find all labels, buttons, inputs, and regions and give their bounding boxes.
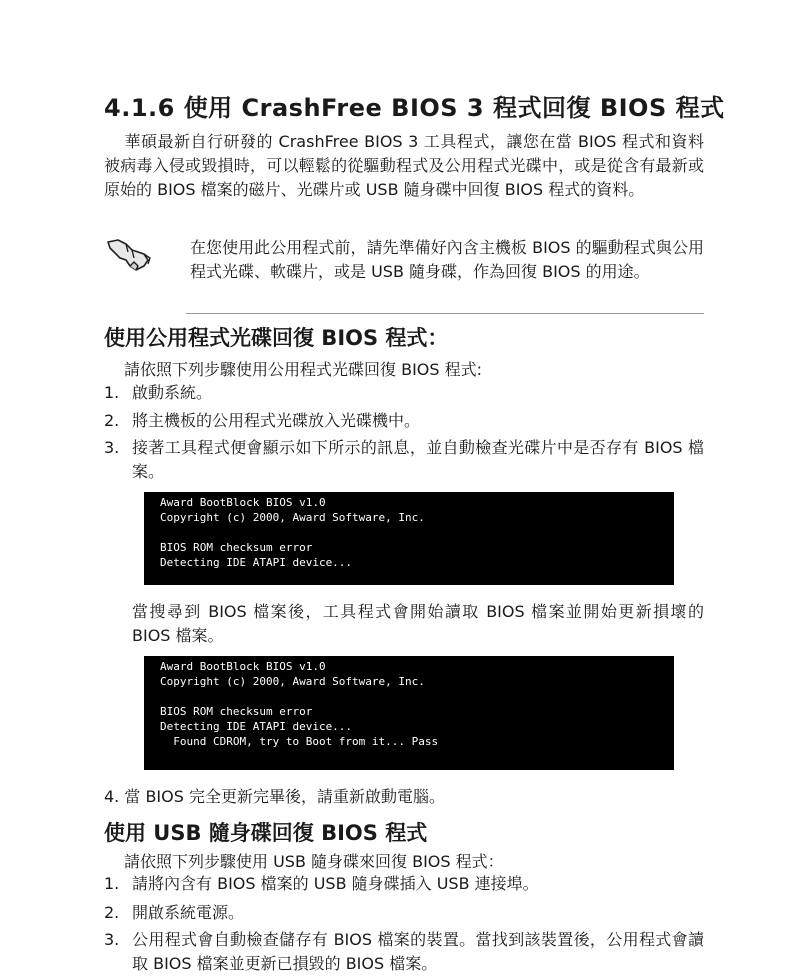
usb-section-intro: 請依照下列步驟使用 USB 隨身碟來回復 BIOS 程式： [124,852,504,871]
terminal-line: Copyright (c) 2000, Award Software, Inc. [160,675,425,688]
usb-section-heading: 使用 USB 隨身碟回復 BIOS 程式 [104,821,428,845]
note-text: 在您使用此公用程式前，請先準備好內含主機板 BIOS 的驅動程式與公用程式光碟、軟碟片，或是 USB 隨身碟，作為回復 BIOS 的用途。 [190,238,704,281]
terminal-line: BIOS ROM checksum error [160,541,313,554]
cd-section-intro: 請依照下列步驟使用公用程式光碟回復 BIOS 程式: [124,360,483,379]
terminal-line: Copyright (c) 2000, Award Software, Inc. [160,511,425,524]
section-title: 4.1.6 使用 CrashFree BIOS 3 程式回復 BIOS 程式 [104,94,725,122]
cd-step-4: 4. 當 BIOS 完全更新完畢後，請重新啟動電腦。 [104,787,445,806]
after-found-text: 當搜尋到 BIOS 檔案後，工具程式會開始讀取 BIOS 檔案並開始更新損壞的 BIOS 檔案。 [132,602,704,645]
note-divider [186,313,704,314]
terminal-line [144,689,674,704]
section-intro: 華碩最新自行研發的 CrashFree BIOS 3 工具程式，讓您在當 BIOS 程式和資料被病毒入侵或毀損時，可以輕鬆的從驅動程式及公用程式光碟中，或是從含有最新或原始的 BIOS 檔案的磁片、光碟片或 USB 隨身碟中回復 BIOS 程式的資料。 [104,132,704,199]
terminal-line: BIOS ROM checksum error [160,705,313,718]
terminal-line: Award BootBlock BIOS v1.0 [160,660,326,673]
cd-section-heading: 使用公用程式光碟回復 BIOS 程式： [104,326,449,350]
pointing-hand-icon [104,236,152,276]
terminal-line: Found CDROM, try to Boot from it... Pass [160,735,439,748]
manual-page: 4.1.6 使用 CrashFree BIOS 3 程式回復 BIOS 程式 華碩最新自行研發的 CrashFree BIOS 3 工具程式，讓您在當 BIOS 程式和資料被病毒入侵或毀損時，可以輕鬆的從驅動程式及公用程式光碟中，或是從含有最新或原始的 BIOS 檔案的磁片、光碟片或 USB 隨身碟中回復 BIOS 程式的資料。 在您使用此公用程式前，請先準備好內含主機板 BIOS 的驅動程式與公用程式光碟、軟碟片，或是 USB 隨身碟，作為回復 BIOS 的用途。 使用公用程式光碟回復 BIOS 程式： 請依照下列步驟使用公用程式光碟回復 BIOS 程式: 1. 啟動系統。 2. 將主機板的公用程式光碟放入光碟機中。 3. 接著工具程式便會顯示如下所示的訊息，並自動檢查光碟片中是否存有 BIOS 檔案。 Award BootBlock BIOS v1.0 Copyright (c) 2000, Award Software, Inc. BIOS ROM checksum error Detecting IDE ATAPI device... 當搜尋到 BIOS 檔案後，工具程式會開始讀取 BIOS 檔案並開始更新損壞的 BIOS 檔案。 Award BootBlock BIOS v1.0 Copyright (c) 2000, Award Software, Inc. BIOS ROM checksum error Detecting IDE ATAPI device... Found CDROM, try to Boot from it... Pass 4. 當 BIOS 完全更新完畢後，請重新啟動電腦。 使用 USB 隨身碟回復 BIOS 程式 請依照下列步驟使用 USB 隨身碟來回復 BIOS 程式： 1. 請將內含有 BIOS 檔案的 USB 隨身碟插入 USB 連接埠。 2. 開啟系統電源。 3. 公用程式會自動檢查儲存有 BIOS 檔案的裝置。當找到該裝置後，公用程式會讀取 BIOS 檔案並更新已損毀的 BIOS 檔案。 [0,0,800,966]
terminal-output-2 [144,656,674,770]
terminal-line: Detecting IDE ATAPI device... [160,720,353,733]
terminal-line: Detecting IDE ATAPI device... [160,556,353,569]
terminal-output-1 [144,492,674,585]
terminal-line: Award BootBlock BIOS v1.0 [160,496,326,509]
terminal-line [144,525,674,540]
